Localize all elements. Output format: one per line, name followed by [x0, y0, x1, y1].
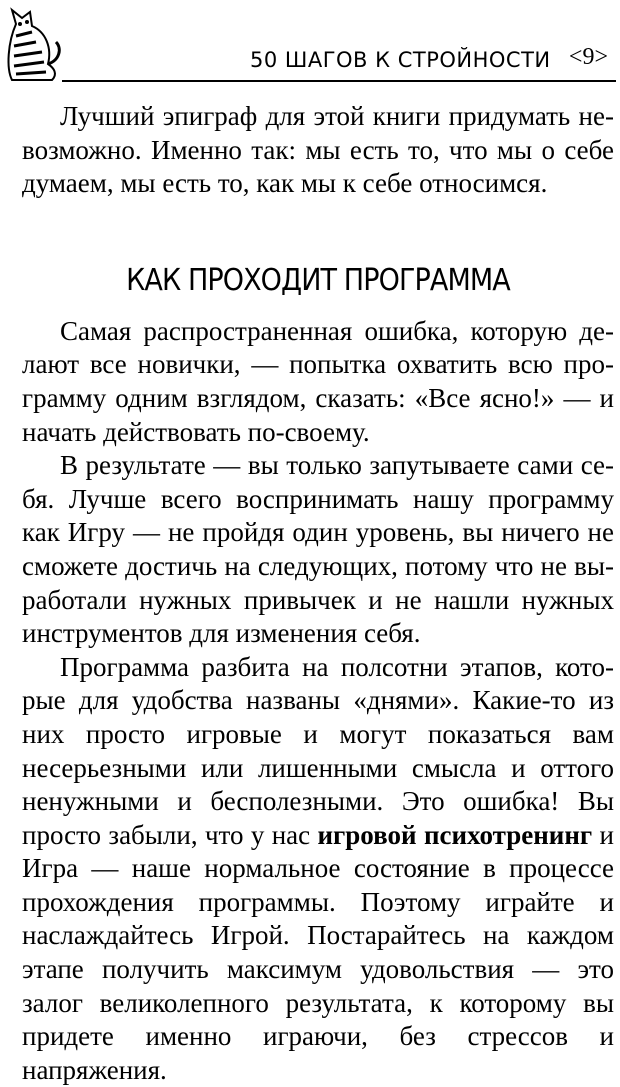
running-title: 50 ШАГОВ К СТРОЙНОСТИ: [250, 48, 551, 72]
paragraph-text: Программа разбита на полсотни этапов, которые для удобства названы «днями». Какие-то из них просто игровые и могут показаться вам несерьезными или лишенными смысла и оттого ненужными и бесполезными. Это ошибка! Вы просто забыли, что у нас: [22, 651, 614, 850]
page-header: [0, 0, 620, 86]
paragraph: Самая распространенная ошибка, которую делают все новички, — попытка охватить всю программу одним взглядом, сказать: «Все ясно!» — и начать действовать по-своему.: [22, 315, 614, 447]
page-body: [22, 100, 614, 1087]
header-rule: [62, 80, 616, 82]
bold-term: игровой психотренинг: [317, 819, 593, 850]
paragraph: [22, 651, 614, 1087]
epigraph: Лучший эпиграф для этой книги придумать невозможно. Именно так: мы есть то, что мы о себе думаем, мы есть то, как мы к себе относимся.: [22, 101, 614, 199]
section-heading: КАК ПРОХОДИТ ПРОГРАММА: [126, 262, 510, 298]
paragraph-text: и Игра — наше нормальное состояние в процессе прохождения программы. Поэтому играйте и наслаждайтесь Игрой. Постарайтесь на каждом этапе получить максимум удовольствия — это залог великолепного результата, к которому вы придете именно играючи, без стрессов и напряжения.: [22, 819, 614, 1085]
striped-cat-icon: [2, 2, 64, 82]
paragraph: В результате — вы только запутываете сами себя. Лучше всего воспринимать нашу программу как Игру — не пройдя один уровень, вы ничего не сможете достичь на следующих, потому что не выработали нужных привычек и не нашли нужных инструментов для изменения себя.: [22, 450, 614, 649]
page-number: <9>: [568, 44, 608, 70]
